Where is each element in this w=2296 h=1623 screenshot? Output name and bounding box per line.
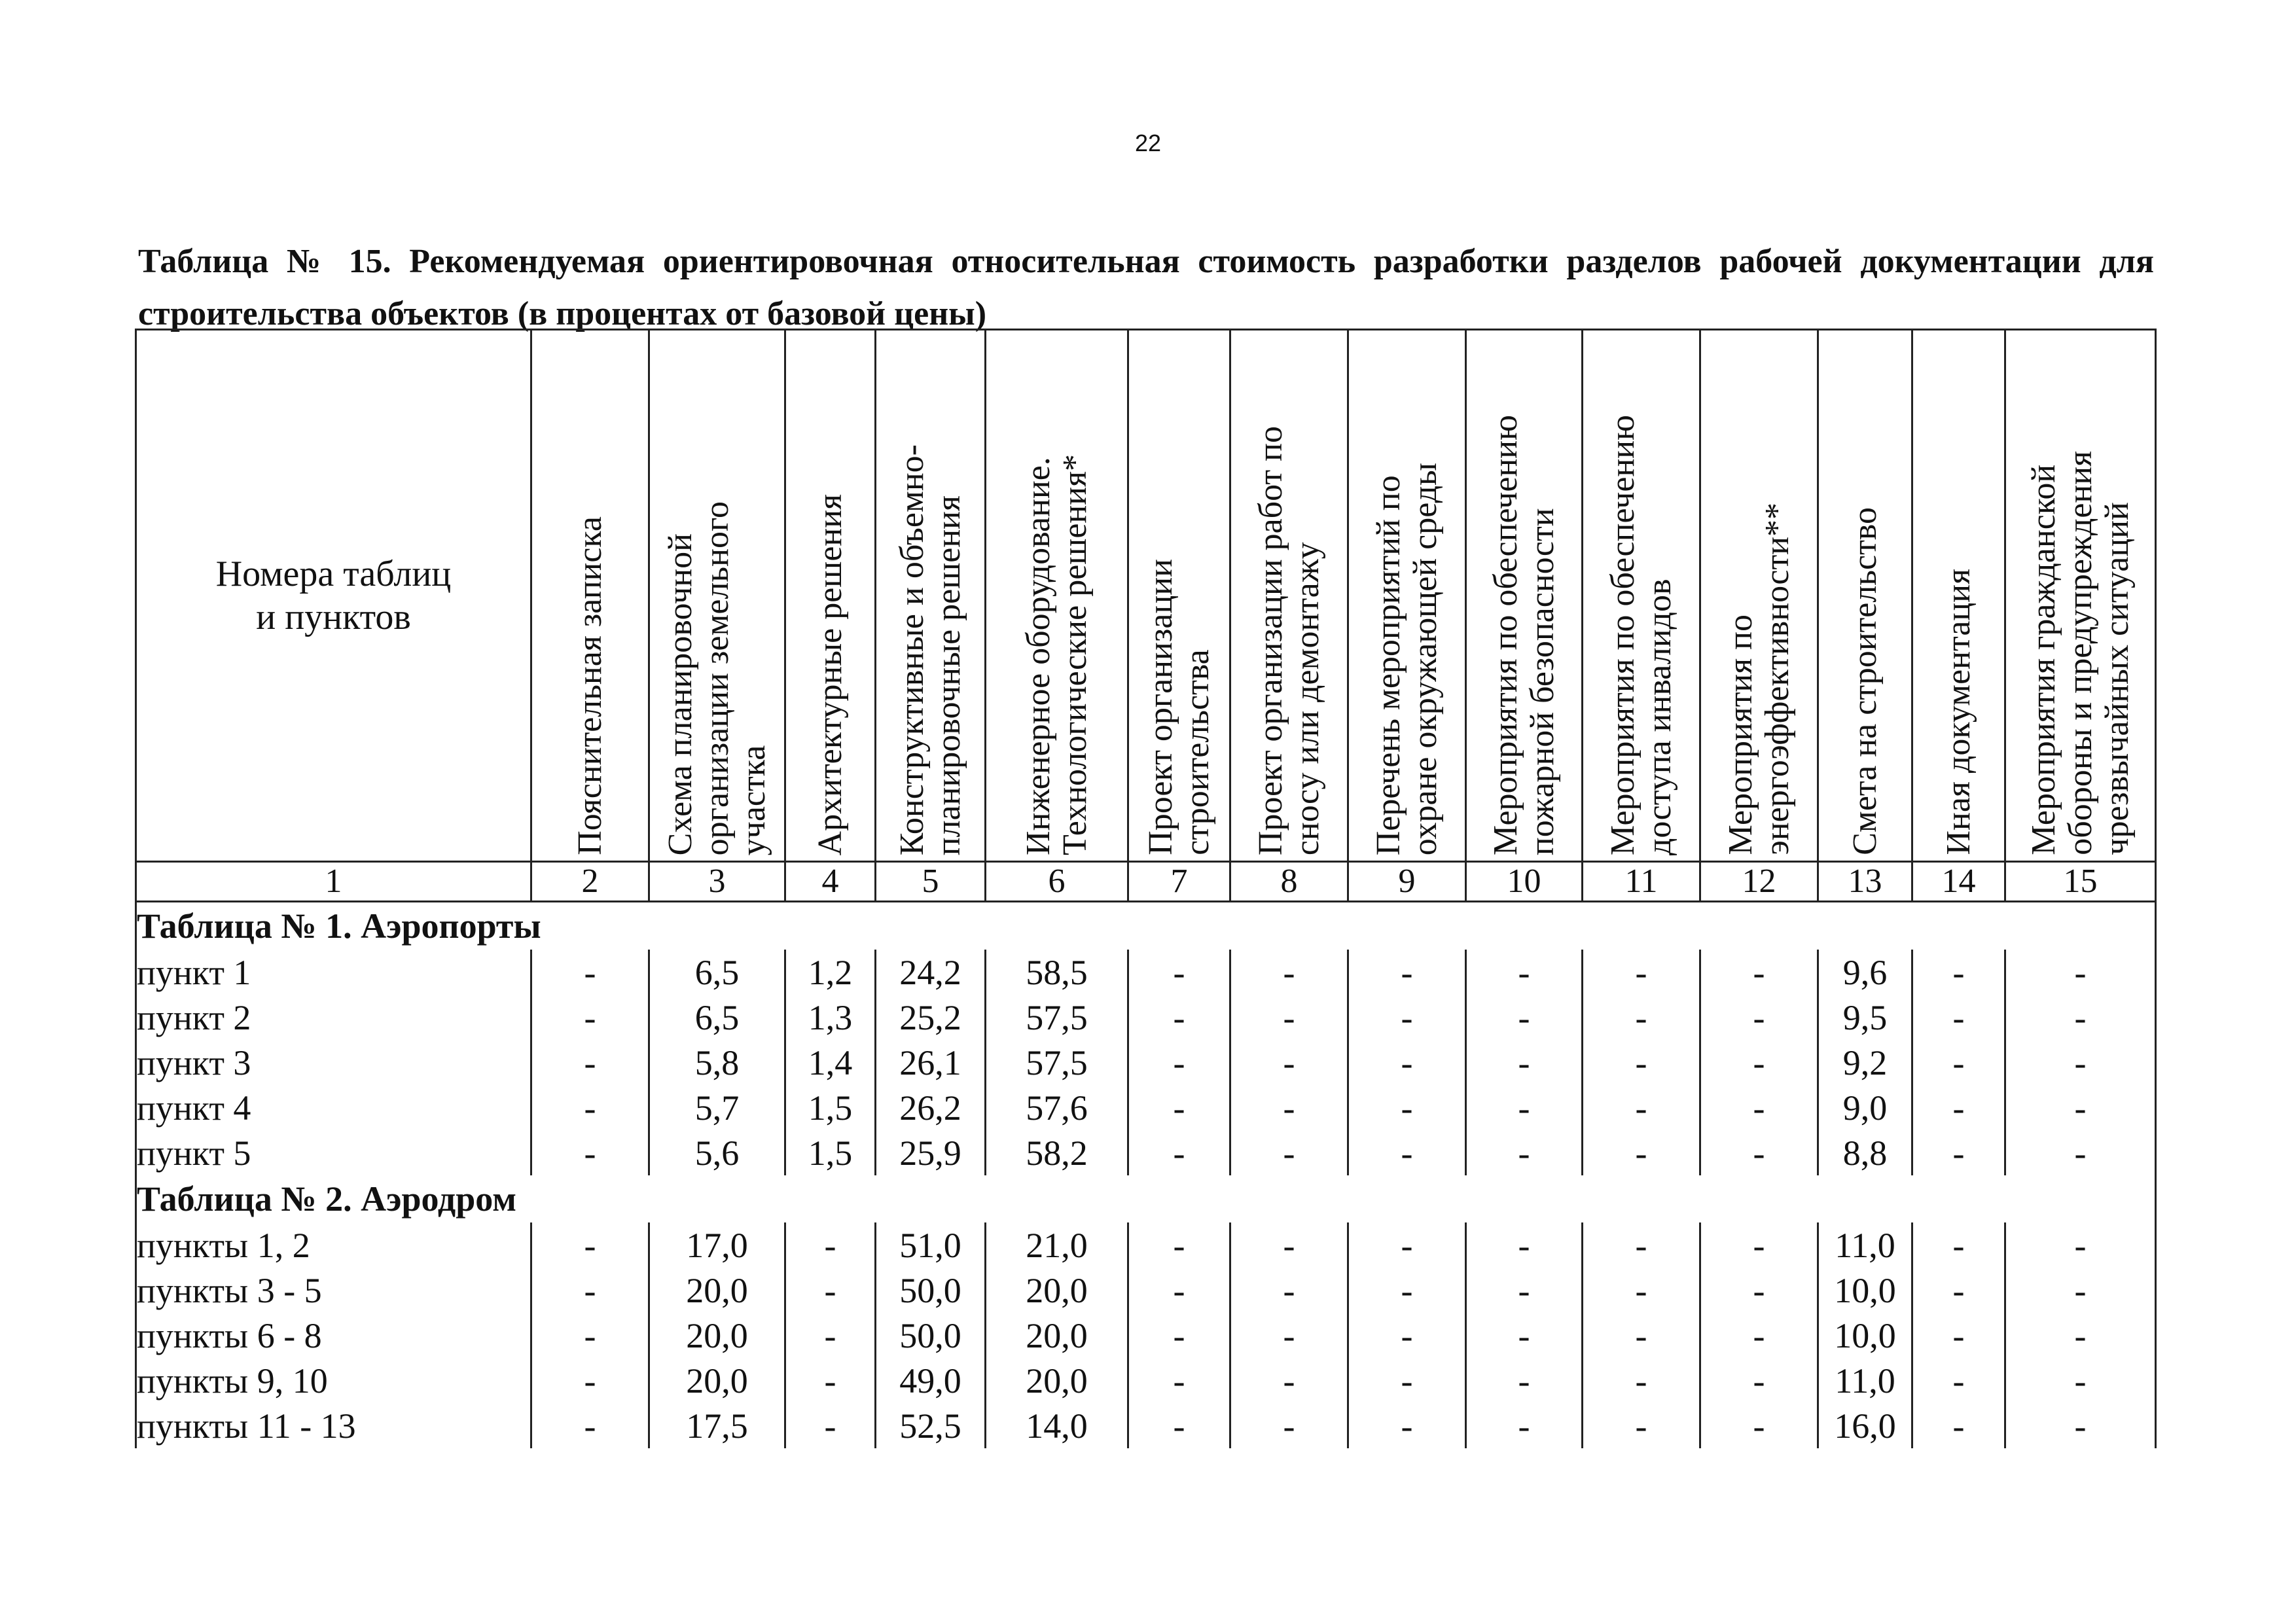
table-cell: - xyxy=(785,1403,876,1448)
table-cell: 20,0 xyxy=(649,1313,785,1358)
column-number: 5 xyxy=(876,862,986,902)
table-cell: - xyxy=(1700,1040,1818,1085)
table-caption: Таблица № 15. Рекомендуемая ориентировочная относительная стоимость разработки разделов рабочей документации для строительства объектов (в процентах от базовой цены) xyxy=(138,243,2154,332)
table-cell: - xyxy=(1348,950,1466,995)
column-header-label: Перечень мероприятий по охране окружающей среды xyxy=(1369,462,1444,855)
row-label: пункты 6 - 8 xyxy=(136,1313,531,1358)
table-cell: - xyxy=(1583,1313,1700,1358)
table-cell: - xyxy=(1583,1130,1700,1175)
column-header-label: Мероприятия гражданской обороны и предупреждения чрезвычайных ситуаций xyxy=(2024,451,2136,855)
table-cell: 10,0 xyxy=(1818,1268,1912,1313)
table-cell: - xyxy=(1128,1313,1230,1358)
table-cell: - xyxy=(1583,1358,1700,1403)
table-cell: - xyxy=(1230,1268,1348,1313)
table-row xyxy=(136,995,2156,1040)
column-header-label: Инженерное оборудование. Технологические решения* xyxy=(1019,454,1094,855)
column-header xyxy=(1128,330,1230,862)
column-header-label: Пояснительная записка xyxy=(571,516,609,855)
row-label: пункт 4 xyxy=(136,1085,531,1130)
column-number: 13 xyxy=(1818,862,1912,902)
table-cell: 57,5 xyxy=(986,995,1128,1040)
table-cell: - xyxy=(1912,1403,2005,1448)
table-cell: - xyxy=(1348,1222,1466,1268)
column-header xyxy=(1348,330,1466,862)
table-cell: - xyxy=(1128,1268,1230,1313)
table-cell: - xyxy=(1230,995,1348,1040)
page-number: 22 xyxy=(1134,130,1162,156)
table-cell: 1,5 xyxy=(785,1085,876,1130)
table-cell: - xyxy=(785,1358,876,1403)
column-header-label: Схема планировочной организации земельного участка xyxy=(661,501,772,855)
table-cell: 17,5 xyxy=(649,1403,785,1448)
table-cell: 1,2 xyxy=(785,950,876,995)
row-label: пункт 1 xyxy=(136,950,531,995)
table-row xyxy=(136,1313,2156,1358)
column-number: 14 xyxy=(1912,862,2005,902)
table-cell: 52,5 xyxy=(876,1403,986,1448)
column-header-label: Мероприятия по обеспечению доступа инвалидов xyxy=(1604,414,1678,855)
table-cell: - xyxy=(1912,1040,2005,1085)
table-cell: - xyxy=(1466,1403,1583,1448)
table-cell: - xyxy=(1700,950,1818,995)
column-header xyxy=(986,330,1128,862)
table-cell: - xyxy=(1348,1358,1466,1403)
row-label: пункты 1, 2 xyxy=(136,1222,531,1268)
table-cell: - xyxy=(1700,1085,1818,1130)
table-cell: 20,0 xyxy=(986,1313,1128,1358)
table-cell: - xyxy=(1700,1130,1818,1175)
table-cell: 9,0 xyxy=(1818,1085,1912,1130)
table-cell: - xyxy=(1583,1085,1700,1130)
row-label: пункты 3 - 5 xyxy=(136,1268,531,1313)
table-cell: - xyxy=(1230,950,1348,995)
table-cell: - xyxy=(531,1130,649,1175)
table-cell: - xyxy=(1912,1268,2005,1313)
column-header-label: Иная документация xyxy=(1939,569,1977,855)
column-header xyxy=(1912,330,2005,862)
column-header-label: Проект организации строительства xyxy=(1141,559,1216,855)
table-cell: - xyxy=(1230,1085,1348,1130)
table-row xyxy=(136,1403,2156,1448)
table-cell: 9,2 xyxy=(1818,1040,1912,1085)
column-number: 9 xyxy=(1348,862,1466,902)
table-cell: - xyxy=(1466,995,1583,1040)
column-header xyxy=(2005,330,2156,862)
table-cell: - xyxy=(1466,950,1583,995)
table-cell: - xyxy=(1583,950,1700,995)
table-cell: 1,4 xyxy=(785,1040,876,1085)
table-cell: - xyxy=(1466,1040,1583,1085)
table-cell: - xyxy=(531,1085,649,1130)
table-row xyxy=(136,1040,2156,1085)
table-cell: 50,0 xyxy=(876,1313,986,1358)
table-cell: - xyxy=(1348,1040,1466,1085)
table-cell: 49,0 xyxy=(876,1358,986,1403)
table-cell: 6,5 xyxy=(649,995,785,1040)
table-cell: - xyxy=(1912,1313,2005,1358)
column-number: 2 xyxy=(531,862,649,902)
table-cell: - xyxy=(1700,1268,1818,1313)
column-header xyxy=(649,330,785,862)
column-number: 7 xyxy=(1128,862,1230,902)
column-number: 4 xyxy=(785,862,876,902)
table-cell: - xyxy=(2005,1130,2156,1175)
table-cell: - xyxy=(1466,1268,1583,1313)
table-cell: - xyxy=(1466,1085,1583,1130)
table-cell: - xyxy=(1128,1130,1230,1175)
table-cell: - xyxy=(1128,1358,1230,1403)
table-row xyxy=(136,1358,2156,1403)
cost-table xyxy=(135,329,2157,1448)
table-cell: 26,2 xyxy=(876,1085,986,1130)
table-cell: - xyxy=(1912,1358,2005,1403)
column-header xyxy=(1818,330,1912,862)
table-cell: - xyxy=(1583,995,1700,1040)
column-number: 10 xyxy=(1466,862,1583,902)
table-cell: 5,6 xyxy=(649,1130,785,1175)
row-label: пункты 9, 10 xyxy=(136,1358,531,1403)
table-cell: 51,0 xyxy=(876,1222,986,1268)
table-cell: - xyxy=(2005,1313,2156,1358)
table-cell: 10,0 xyxy=(1818,1313,1912,1358)
table-cell: 14,0 xyxy=(986,1403,1128,1448)
table-cell: - xyxy=(1230,1130,1348,1175)
table-cell: 25,2 xyxy=(876,995,986,1040)
column-header-label: Конструктивные и объемно- планировочные решения xyxy=(893,444,967,855)
table-cell: - xyxy=(1348,1130,1466,1175)
table-cell: - xyxy=(1466,1358,1583,1403)
table-cell: - xyxy=(531,1268,649,1313)
table-row xyxy=(136,1085,2156,1130)
column-header-label: Смета на строительство xyxy=(1846,507,1884,855)
table-row xyxy=(136,950,2156,995)
table-cell: - xyxy=(531,1358,649,1403)
table-row xyxy=(136,1268,2156,1313)
table-cell: - xyxy=(531,950,649,995)
table-cell: 50,0 xyxy=(876,1268,986,1313)
table-cell: 9,6 xyxy=(1818,950,1912,995)
column-header-label: Архитектурные решения xyxy=(811,493,849,855)
table-cell: 17,0 xyxy=(649,1222,785,1268)
column-header-label: Мероприятия по обеспечению пожарной безопасности xyxy=(1486,414,1561,855)
table-cell: - xyxy=(1348,1313,1466,1358)
table-cell: 24,2 xyxy=(876,950,986,995)
table-cell: - xyxy=(1230,1403,1348,1448)
table-cell: 58,2 xyxy=(986,1130,1128,1175)
table-cell: - xyxy=(785,1313,876,1358)
table-cell: 21,0 xyxy=(986,1222,1128,1268)
table-cell: - xyxy=(1128,1085,1230,1130)
table-cell: 5,7 xyxy=(649,1085,785,1130)
table-cell: - xyxy=(785,1222,876,1268)
table-cell: - xyxy=(531,1403,649,1448)
table-cell: - xyxy=(1348,1403,1466,1448)
table-cell: - xyxy=(1348,1268,1466,1313)
column-number: 1 xyxy=(136,862,531,902)
table-row xyxy=(136,1130,2156,1175)
table-cell: - xyxy=(1348,1085,1466,1130)
table-cell: 9,5 xyxy=(1818,995,1912,1040)
table-cell: - xyxy=(2005,1222,2156,1268)
table-cell: 16,0 xyxy=(1818,1403,1912,1448)
row-label: пункт 3 xyxy=(136,1040,531,1085)
table-cell: - xyxy=(1128,950,1230,995)
table-cell: - xyxy=(2005,1358,2156,1403)
table-cell: 1,5 xyxy=(785,1130,876,1175)
table-cell: - xyxy=(1700,1403,1818,1448)
table-cell: 26,1 xyxy=(876,1040,986,1085)
table-cell: 5,8 xyxy=(649,1040,785,1085)
table-cell: 25,9 xyxy=(876,1130,986,1175)
table-cell: - xyxy=(1912,1222,2005,1268)
table-cell: 11,0 xyxy=(1818,1358,1912,1403)
table-cell: - xyxy=(1348,995,1466,1040)
column-header xyxy=(785,330,876,862)
table-cell: - xyxy=(1583,1268,1700,1313)
table-cell: - xyxy=(1583,1403,1700,1448)
table-cell: - xyxy=(2005,1040,2156,1085)
column-number: 12 xyxy=(1700,862,1818,902)
table-cell: - xyxy=(1466,1130,1583,1175)
column-number: 6 xyxy=(986,862,1128,902)
table-cell: - xyxy=(785,1268,876,1313)
table-cell: 11,0 xyxy=(1818,1222,1912,1268)
table-cell: - xyxy=(1583,1222,1700,1268)
table-cell: 57,6 xyxy=(986,1085,1128,1130)
table-cell: - xyxy=(1128,995,1230,1040)
table-cell: 58,5 xyxy=(986,950,1128,995)
column-number: 3 xyxy=(649,862,785,902)
table-cell: - xyxy=(2005,1085,2156,1130)
section-title: Таблица № 1. Аэропорты xyxy=(136,902,2156,950)
table-cell: - xyxy=(1912,1085,2005,1130)
table-cell: - xyxy=(1230,1313,1348,1358)
table-cell: - xyxy=(1912,995,2005,1040)
table-cell: - xyxy=(1700,995,1818,1040)
row-label: пункты 11 - 13 xyxy=(136,1403,531,1448)
column-number: 15 xyxy=(2005,862,2156,902)
table-cell: - xyxy=(531,995,649,1040)
table-cell: 20,0 xyxy=(649,1358,785,1403)
table-cell: - xyxy=(2005,1403,2156,1448)
column-number: 8 xyxy=(1230,862,1348,902)
table-cell: 20,0 xyxy=(986,1268,1128,1313)
table-cell: - xyxy=(1700,1358,1818,1403)
column-header xyxy=(876,330,986,862)
column-header xyxy=(531,330,649,862)
table-cell: - xyxy=(1466,1222,1583,1268)
table-cell: - xyxy=(1230,1358,1348,1403)
table-cell: - xyxy=(1583,1040,1700,1085)
table-cell: - xyxy=(1128,1403,1230,1448)
column-header-label: Проект организации работ по сносу или демонтажу xyxy=(1251,425,1326,855)
table-cell: 20,0 xyxy=(986,1358,1128,1403)
table-cell: - xyxy=(1128,1040,1230,1085)
table-cell: - xyxy=(531,1313,649,1358)
table-cell: 1,3 xyxy=(785,995,876,1040)
table-row xyxy=(136,1222,2156,1268)
row-label: пункт 5 xyxy=(136,1130,531,1175)
table-cell: - xyxy=(2005,950,2156,995)
column-header xyxy=(1466,330,1583,862)
table-cell: 57,5 xyxy=(986,1040,1128,1085)
column-header xyxy=(1583,330,1700,862)
column-header xyxy=(1700,330,1818,862)
table-cell: 6,5 xyxy=(649,950,785,995)
column-number: 11 xyxy=(1583,862,1700,902)
column-header-label: Мероприятия по энергоэффективности** xyxy=(1721,503,1796,855)
table-cell: - xyxy=(1912,1130,2005,1175)
section-title: Таблица № 2. Аэродром xyxy=(136,1175,2156,1222)
table-cell: - xyxy=(2005,995,2156,1040)
table-cell: - xyxy=(1912,950,2005,995)
table-cell: - xyxy=(1466,1313,1583,1358)
table-cell: - xyxy=(1700,1222,1818,1268)
table-cell: - xyxy=(531,1222,649,1268)
table-cell: - xyxy=(1700,1313,1818,1358)
table-cell: - xyxy=(1230,1040,1348,1085)
table-cell: - xyxy=(531,1040,649,1085)
row-label: пункт 2 xyxy=(136,995,531,1040)
header-row-labels: Номера таблиц и пунктов xyxy=(136,330,531,862)
column-header xyxy=(1230,330,1348,862)
table-cell: - xyxy=(2005,1268,2156,1313)
table-cell: 20,0 xyxy=(649,1268,785,1313)
table-cell: - xyxy=(1128,1222,1230,1268)
table-cell: - xyxy=(1230,1222,1348,1268)
table-cell: 8,8 xyxy=(1818,1130,1912,1175)
